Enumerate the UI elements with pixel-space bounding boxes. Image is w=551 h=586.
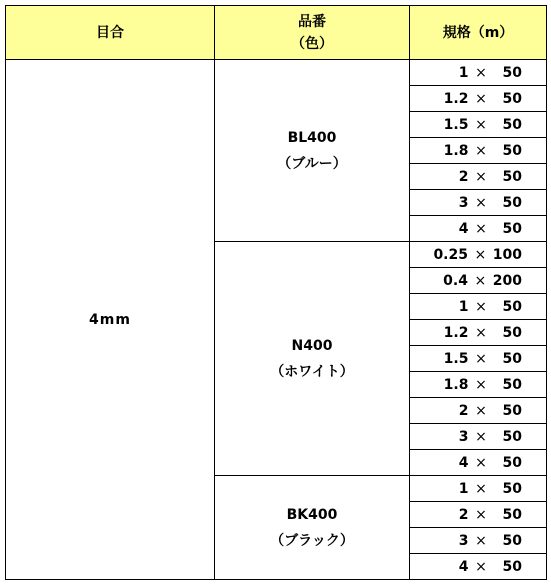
product-cell (215, 242, 410, 476)
size-length: 50 (502, 506, 522, 523)
size-width: 2 (458, 168, 469, 185)
product-cell (215, 476, 410, 580)
size-width: 2 (458, 506, 469, 523)
size-width: 1.2 (443, 324, 469, 341)
times-symbol: × (475, 64, 487, 81)
size-width: 0.25 (433, 246, 468, 263)
size-cell (410, 372, 547, 398)
size-length: 50 (502, 454, 522, 471)
size-width: 1.8 (443, 142, 469, 159)
product-color: （ブルー） (277, 155, 347, 172)
size-width: 1.5 (443, 116, 469, 133)
size-width: 1.5 (443, 350, 469, 367)
size-cell (410, 86, 547, 112)
size-cell (410, 294, 547, 320)
size-cell (410, 528, 547, 554)
size-width: 3 (458, 428, 469, 445)
size-width: 1 (458, 298, 469, 315)
times-symbol: × (475, 324, 487, 341)
size-length: 50 (502, 350, 522, 367)
size-length: 50 (502, 168, 522, 185)
size-width: 4 (458, 220, 469, 237)
size-width: 1 (458, 480, 469, 497)
times-symbol: × (475, 402, 487, 419)
size-width: 0.4 (443, 272, 468, 289)
header-mesh: 目合 (6, 6, 215, 60)
size-length: 50 (502, 298, 522, 315)
size-width: 4 (458, 558, 469, 575)
times-symbol: × (475, 454, 487, 471)
spec-table (5, 5, 547, 580)
size-width: 3 (458, 194, 469, 211)
size-length: 50 (502, 480, 522, 497)
size-cell (410, 424, 547, 450)
size-width: 2 (458, 402, 469, 419)
times-symbol: × (475, 506, 487, 523)
size-length: 50 (502, 558, 522, 575)
size-length: 50 (502, 220, 522, 237)
size-cell (410, 164, 547, 190)
size-width: 3 (458, 532, 469, 549)
size-cell (410, 138, 547, 164)
product-color: （ブラック） (270, 532, 354, 549)
size-length: 50 (502, 376, 522, 393)
size-length: 50 (502, 324, 522, 341)
size-length: 50 (502, 402, 522, 419)
size-cell (410, 112, 547, 138)
size-width: 4 (458, 454, 469, 471)
size-length: 50 (502, 142, 522, 159)
times-symbol: × (475, 194, 487, 211)
size-cell (410, 450, 547, 476)
times-symbol: × (475, 428, 487, 445)
header-product-label: 品番 (298, 13, 326, 30)
size-width: 1 (458, 64, 469, 81)
size-cell (410, 268, 547, 294)
product-code: BL400 (287, 129, 337, 146)
product-color: （ホワイト） (270, 363, 354, 380)
times-symbol: × (475, 480, 487, 497)
times-symbol: × (475, 350, 487, 367)
size-length: 50 (502, 116, 522, 133)
times-symbol: × (475, 532, 487, 549)
times-symbol: × (475, 220, 487, 237)
size-cell (410, 242, 547, 268)
header-size: 規格（m） (410, 6, 547, 60)
table-row (6, 60, 547, 86)
size-length: 50 (502, 532, 522, 549)
size-length: 50 (502, 194, 522, 211)
size-length: 100 (492, 246, 522, 263)
times-symbol: × (474, 246, 487, 263)
header-product (215, 6, 410, 60)
size-cell (410, 398, 547, 424)
size-cell (410, 60, 547, 86)
size-length: 50 (502, 90, 522, 107)
table-body (6, 60, 547, 580)
size-cell (410, 346, 547, 372)
product-code: BK400 (286, 506, 338, 523)
size-cell (410, 554, 547, 580)
size-cell (410, 320, 547, 346)
header-color-label: （色） (291, 35, 333, 52)
size-cell (410, 216, 547, 242)
size-length: 200 (492, 272, 522, 289)
size-cell (410, 476, 547, 502)
times-symbol: × (475, 168, 487, 185)
times-symbol: × (475, 116, 487, 133)
times-symbol: × (475, 298, 487, 315)
size-length: 50 (502, 64, 522, 81)
times-symbol: × (475, 142, 487, 159)
product-code: N400 (291, 337, 333, 354)
size-cell (410, 502, 547, 528)
times-symbol: × (474, 272, 487, 289)
size-width: 1.8 (443, 376, 469, 393)
product-cell (215, 60, 410, 242)
times-symbol: × (475, 558, 487, 575)
size-width: 1.2 (443, 90, 469, 107)
header-row (6, 6, 547, 60)
size-length: 50 (502, 428, 522, 445)
mesh-value: 4mm (6, 60, 215, 580)
size-cell (410, 190, 547, 216)
times-symbol: × (475, 90, 487, 107)
times-symbol: × (475, 376, 487, 393)
